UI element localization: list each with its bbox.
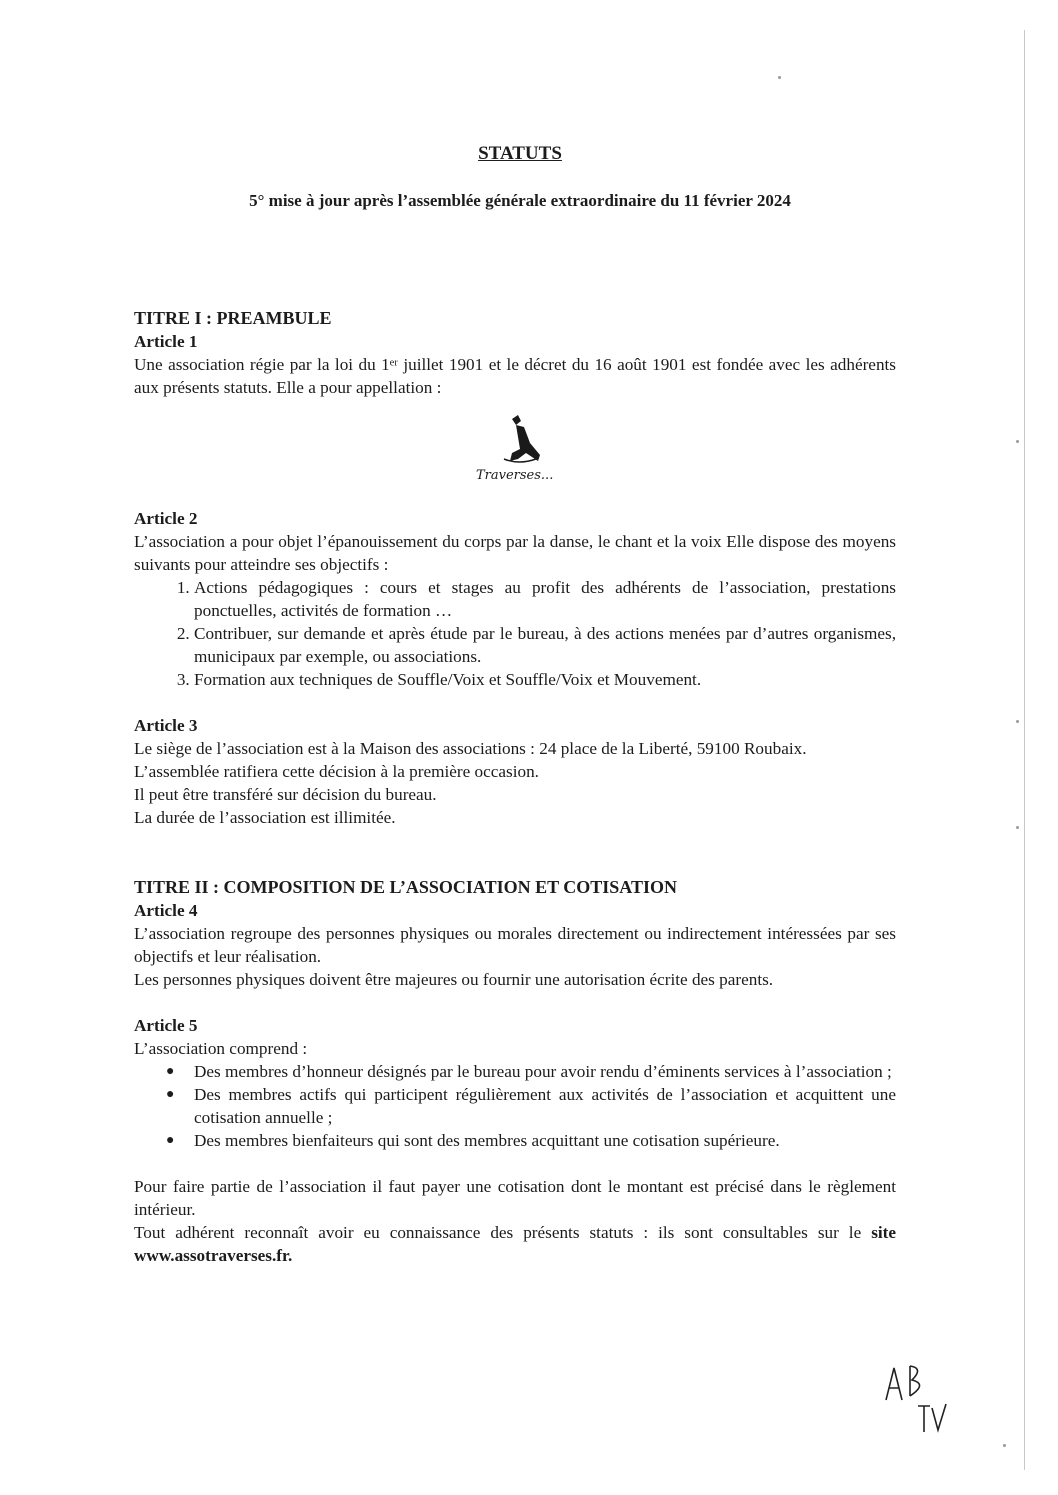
bullet-icon: ●	[166, 1133, 175, 1148]
article-5-paragraph: Pour faire partie de l’association il faut payer une cotisation dont le montant est précisé dans le règlement intérieur.	[134, 1177, 896, 1219]
list-item: ● Des membres bienfaiteurs qui sont des membres acquittant une cotisation supérieure.	[166, 1131, 780, 1150]
scan-speck	[778, 76, 781, 79]
logo-text: Traverses...	[476, 468, 554, 483]
article-4-line: Les personnes physiques doivent être majeures ou fournir une autorisation écrite des parents.	[134, 970, 774, 989]
article-4-title: Article 4	[134, 901, 198, 920]
document-body	[134, 306, 896, 1267]
bullet-icon: ●	[166, 1087, 175, 1102]
traverses-logo	[474, 409, 564, 489]
article-3-line: Il peut être transféré sur décision du bureau.	[134, 785, 437, 804]
handwritten-initials	[880, 1360, 960, 1440]
article-2-title: Article 2	[134, 509, 198, 528]
bullet-icon: ●	[166, 1064, 175, 1079]
section-heading-titre-1: TITRE I : PREAMBULE	[134, 308, 332, 328]
article-1-text: Une association régie par la loi du 1ᵉʳ juillet 1901 et le décret du 16 août 1901 est fondée avec les adhérents aux présents statuts. Elle a pour appellation :	[134, 355, 896, 397]
article-3-line: L’assemblée ratifiera cette décision à la première occasion.	[134, 762, 539, 781]
article-3-title: Article 3	[134, 716, 198, 735]
section-heading-titre-2: TITRE II : COMPOSITION DE L’ASSOCIATION ET COTISATION	[134, 877, 677, 897]
list-item: ● Des membres actifs qui participent régulièrement aux activités de l’association et acquittent une cotisation annuelle ;	[166, 1085, 896, 1127]
scan-speck	[1016, 826, 1019, 829]
scan-edge-line	[1024, 30, 1025, 1470]
document-title: STATUTS	[478, 143, 562, 164]
article-3-line: La durée de l’association est illimitée.	[134, 808, 396, 827]
list-item: 1. Actions pédagogiques : cours et stages au profit des adhérents de l’association, prestations ponctuelles, activités de formation …	[194, 576, 896, 622]
website-link-text: site www.assotraverses.fr.	[134, 1223, 897, 1265]
list-item: ● Des membres d’honneur désignés par le bureau pour avoir rendu d’éminents services à l’association ;	[166, 1062, 892, 1081]
article-2-text: L’association a pour objet l’épanouissement du corps par la danse, le chant et la voix Elle dispose des moyens suivants pour atteindre ses objectifs :	[134, 532, 896, 574]
document-subtitle: 5° mise à jour après l’assemblée générale extraordinaire du 11 février 2024	[249, 191, 791, 210]
scan-speck	[1016, 440, 1019, 443]
article-5-intro: L’association comprend :	[134, 1039, 308, 1058]
article-4-line: L’association regroupe des personnes physiques ou morales directement ou indirectement intéressées par ses objectifs et leur réalisation.	[134, 924, 896, 966]
article-2-list	[134, 576, 896, 691]
list-item: 2. Contribuer, sur demande et après étude par le bureau, à des actions menées par d’autres organismes, municipaux par exemple, ou associations.	[194, 622, 896, 668]
article-5-title: Article 5	[134, 1016, 198, 1035]
article-5-list	[134, 1060, 896, 1152]
scan-speck	[1003, 1444, 1006, 1447]
list-item: 3. Formation aux techniques de Souffle/Voix et Souffle/Voix et Mouvement.	[194, 668, 896, 691]
article-3-line: Le siège de l’association est à la Maison des associations : 24 place de la Liberté, 59100 Roubaix.	[134, 739, 807, 758]
article-1-title: Article 1	[134, 332, 198, 351]
article-5-paragraph: Tout adhérent reconnaît avoir eu connaissance des présents statuts : ils sont consultables sur le site www.assotraverses.fr.	[134, 1223, 897, 1265]
scan-speck	[1016, 720, 1019, 723]
association-logo-area	[134, 399, 896, 507]
